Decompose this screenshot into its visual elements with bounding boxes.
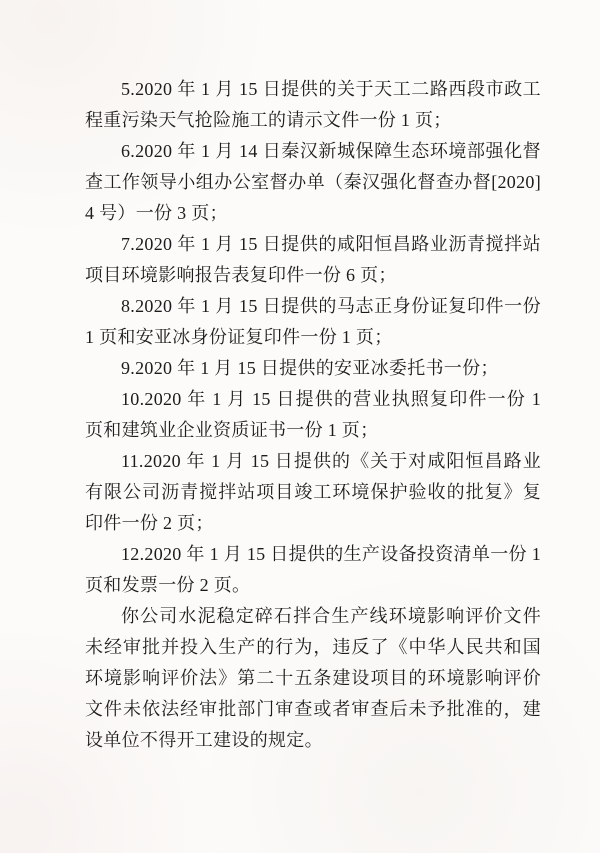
list-item-12: 12.2020 年 1 月 15 日提供的生产设备投资清单一份 1 页和发票一份 2 页。	[85, 544, 541, 595]
list-item-9: 9.2020 年 1 月 15 日提供的安亚冰委托书一份；	[121, 358, 499, 378]
list-item-10: 10.2020 年 1 月 15 日提供的营业执照复印件一份 1 页和建筑业企业资质证书一份 1 页；	[85, 389, 541, 440]
list-item-6: 6.2020 年 1 月 14 日秦汉新城保障生态环境部强化督查工作领导小组办公室督办单（秦汉强化督查办督[2020]4 号）一份 3 页；	[85, 141, 541, 223]
list-item-7: 7.2020 年 1 月 15 日提供的咸阳恒昌路业沥青搅拌站项目环境影响报告表复印件一份 6 页；	[85, 234, 541, 285]
list-item-5: 5.2020 年 1 月 15 日提供的关于天工二路西段市政工程重污染天气抢险施工的请示文件一份 1 页；	[85, 79, 541, 130]
closing-paragraph: 你公司水泥稳定碎石拌合生产线环境影响评价文件未经审批并投入生产的行为，违反了《中华人民共和国环境影响评价法》第二十五条建设项目的环境影响评价文件未依法经审批部门审查或者审查后未予批准的，建设单位不得开工建设的规定。	[85, 606, 541, 750]
list-item-8: 8.2020 年 1 月 15 日提供的马志正身份证复印件一份 1 页和安亚冰身份证复印件一份 1 页；	[85, 296, 541, 347]
list-item-11: 11.2020 年 1 月 15 日提供的《关于对咸阳恒昌路业有限公司沥青搅拌站项目竣工环境保护验收的批复》复印件一份 2 页；	[85, 451, 541, 533]
document-text-block	[85, 74, 541, 756]
